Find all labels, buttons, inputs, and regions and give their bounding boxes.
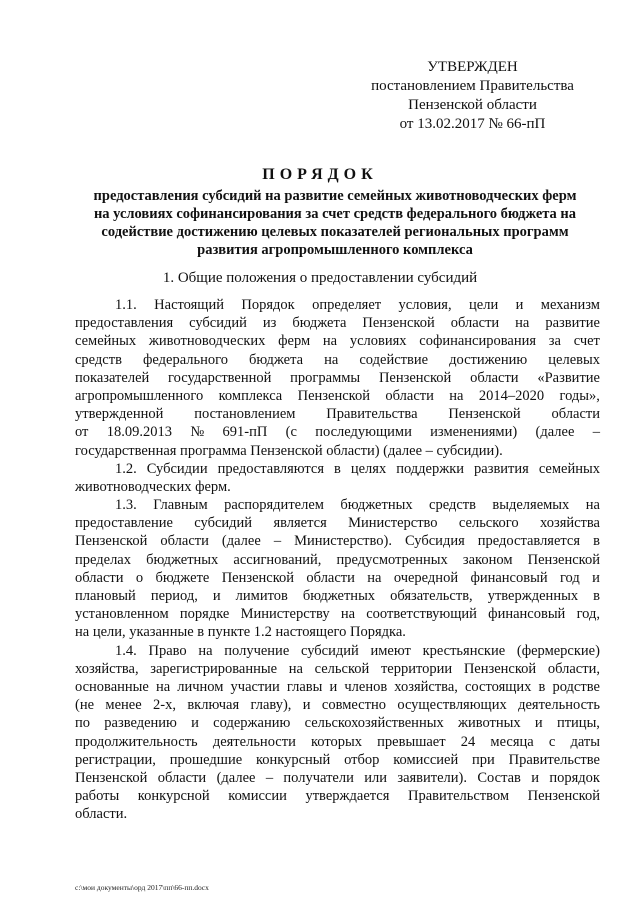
word: месяца — [490, 733, 534, 750]
word: является — [273, 515, 327, 532]
word: продолжительность — [75, 733, 198, 750]
text-line — [75, 569, 600, 587]
word: порядок — [549, 769, 600, 786]
word: на — [449, 387, 464, 404]
word: условия, — [398, 297, 452, 313]
word: бюджета — [249, 351, 304, 368]
word: развитие — [545, 315, 600, 332]
word: Состав — [477, 769, 521, 786]
word: области — [306, 569, 355, 586]
word: условиях — [349, 333, 407, 350]
word: бюджете — [155, 569, 210, 586]
word: государственной — [168, 369, 272, 386]
text-line — [75, 478, 600, 496]
word: предоставляется — [477, 533, 581, 550]
word: (далее — [221, 533, 261, 550]
word: области — [385, 387, 434, 404]
word: на — [155, 678, 171, 695]
word: (далее — [216, 769, 256, 786]
word: которых — [311, 733, 363, 750]
word: на — [367, 569, 382, 586]
word: комиссией — [393, 751, 459, 768]
word: Пензенской — [362, 315, 435, 332]
word: 1.3. — [115, 497, 137, 514]
word: содействие — [359, 351, 429, 368]
word: области — [551, 406, 600, 423]
word: менее — [105, 697, 142, 714]
word: предоставляются — [217, 460, 325, 477]
text-line — [75, 587, 600, 605]
text-line — [75, 769, 600, 787]
text-line — [75, 460, 600, 478]
word: о — [135, 569, 144, 586]
document-subtitle — [70, 187, 600, 259]
word: Пензенской — [527, 551, 600, 568]
word: заявители). — [397, 769, 468, 786]
word: области — [75, 569, 124, 586]
paragraph — [75, 496, 600, 642]
word: – — [273, 533, 282, 550]
word: средств — [75, 351, 122, 368]
word: области — [470, 369, 519, 386]
word: последующими — [315, 424, 412, 441]
approval-stamp — [355, 58, 590, 134]
word: с — [548, 733, 556, 750]
word: агропромышленного — [75, 387, 204, 404]
word: период, — [150, 588, 198, 604]
word: хозяйства, — [394, 678, 458, 695]
word: и — [534, 715, 543, 732]
word: главы — [286, 678, 323, 695]
word: изменениями) — [430, 424, 518, 441]
word: или — [364, 769, 387, 786]
word: законом — [462, 551, 513, 568]
word: пределах — [75, 551, 131, 568]
paragraph — [75, 460, 600, 496]
text-line — [75, 405, 600, 423]
file-path-footer: c:\мои документы\орд 2017\пп\66-пп.docx — [75, 883, 209, 892]
text-line — [75, 787, 600, 805]
text-line — [75, 442, 600, 460]
word: птицы, — [556, 715, 600, 732]
word: субсидий — [300, 642, 359, 659]
word: 18.09.2013 — [106, 424, 172, 441]
word: обязательств, — [390, 588, 473, 604]
word: и — [212, 588, 221, 604]
word: осуществляющих — [397, 697, 507, 714]
word: государственная программа Пензенской области) (далее – субсидии). — [75, 442, 503, 459]
word: предоставление — [75, 515, 173, 532]
word: сельской — [314, 660, 370, 677]
word: даты — [570, 733, 600, 750]
word: Субсидии — [146, 460, 208, 477]
word: финансовый — [488, 606, 566, 623]
word: деятельности — [212, 733, 296, 750]
word: (с — [285, 424, 297, 441]
word: в — [538, 678, 546, 695]
word: родстве — [552, 678, 600, 695]
word: 1.1. — [115, 297, 137, 313]
word: комиссии — [228, 788, 287, 805]
word: Министерство — [348, 515, 438, 532]
word: цели — [469, 297, 499, 313]
word: годы», — [559, 387, 600, 404]
word: соответствующий — [366, 606, 477, 623]
word: семейных — [538, 460, 600, 477]
word: работы — [75, 788, 120, 805]
subtitle-line: предоставления субсидий на развитие семейных животноводческих ферм — [93, 188, 577, 204]
word: № — [190, 424, 205, 441]
word: в — [593, 533, 600, 550]
word: плановый — [75, 588, 136, 604]
word: на — [322, 333, 338, 350]
paragraph — [75, 642, 600, 824]
word: постановлением — [194, 406, 296, 423]
word: Пензенской — [221, 569, 295, 586]
word: поддержки — [396, 460, 465, 477]
text-line — [75, 551, 600, 569]
word: Правительства — [326, 406, 418, 423]
word: области, — [547, 660, 600, 677]
word: Пензенской — [75, 769, 148, 786]
subtitle-line: содействие достижению целевых показателей региональных программ — [101, 224, 569, 240]
word: животноводческих — [148, 333, 266, 350]
word: Министерство). — [294, 533, 392, 550]
word: животноводческих ферм. — [75, 478, 231, 495]
word: и — [531, 769, 540, 786]
word: утверждается — [305, 788, 390, 805]
word: Пензенской — [378, 369, 452, 386]
text-line — [75, 623, 600, 641]
word: 1.2. — [115, 460, 137, 477]
text-line — [75, 605, 600, 623]
word: 2-х, — [153, 697, 176, 714]
word: на — [288, 660, 303, 677]
text-line — [75, 714, 600, 732]
word: 691-пП — [222, 424, 268, 441]
word: имеют — [370, 642, 411, 659]
word: и — [592, 569, 600, 586]
word: предоставления — [75, 315, 174, 332]
approval-date-number: от 13.02.2017 № 66-пП — [399, 116, 546, 132]
word: на — [515, 315, 530, 332]
word: основанные — [75, 678, 149, 695]
word: год, — [576, 606, 600, 623]
text-line — [75, 678, 600, 696]
text-line — [75, 369, 600, 387]
word: в — [334, 460, 341, 477]
word: определяет — [312, 297, 382, 313]
word: Пензенской — [463, 660, 537, 677]
word: конкурсный — [255, 751, 331, 768]
word: хозяйства, — [75, 660, 139, 677]
word: и — [515, 297, 524, 313]
word: и — [329, 678, 338, 695]
word: – — [592, 424, 600, 441]
word: 2014–2020 — [478, 387, 545, 404]
text-line — [75, 423, 600, 441]
approval-by: постановлением Правительства — [371, 78, 574, 94]
word: ферм — [278, 333, 311, 350]
word: целях — [350, 460, 387, 477]
word: хозяйства — [540, 515, 600, 532]
word: целевых — [548, 351, 600, 368]
text-line — [75, 660, 600, 678]
word: Субсидия — [405, 533, 465, 550]
word: утвержденной — [75, 406, 164, 423]
word: совместно — [321, 697, 386, 714]
word: (не — [75, 697, 95, 714]
word: деятельность — [518, 697, 600, 714]
word: Пензенской — [527, 788, 600, 805]
word: области. — [75, 806, 128, 823]
word: и — [302, 697, 311, 714]
word: Главным — [153, 497, 208, 514]
word: Министерству — [240, 606, 330, 623]
word: Настоящий — [154, 297, 224, 313]
word: (далее — [535, 424, 575, 441]
word: из — [262, 315, 277, 332]
text-line — [75, 532, 600, 550]
word: субсидий — [194, 515, 253, 532]
word: распорядителем — [224, 497, 324, 514]
word: за — [548, 333, 561, 350]
approval-region: Пензенской области — [408, 97, 537, 113]
word: в — [593, 588, 600, 604]
word: и — [191, 715, 199, 732]
word: сельскохозяйственных — [304, 715, 444, 732]
word: показателей — [75, 369, 150, 386]
word: включая — [187, 697, 240, 714]
text-line — [75, 351, 600, 369]
word: предусмотренных — [336, 551, 448, 568]
text-line — [75, 696, 600, 714]
word: прошедшие — [169, 751, 243, 768]
approval-word: УТВЕРЖДЕН — [427, 59, 518, 75]
word: участии — [230, 678, 280, 695]
word: бюджетных — [340, 497, 413, 514]
word: Правительстве — [508, 751, 600, 768]
text-line — [75, 733, 600, 751]
word: комплекса — [218, 387, 283, 404]
word: на — [585, 497, 600, 514]
word: по — [75, 715, 91, 732]
word: Пензенской — [297, 387, 370, 404]
word: 24 — [460, 733, 476, 750]
word: порядке — [179, 606, 230, 623]
text-line — [75, 314, 600, 332]
text-line — [75, 642, 600, 660]
word: софинансирования — [419, 333, 537, 350]
word: выделяемых — [492, 497, 570, 514]
paragraph — [75, 296, 600, 460]
document-body — [75, 296, 600, 823]
text-line — [75, 805, 600, 823]
word: «Развитие — [537, 369, 600, 386]
word: регистрации, — [75, 751, 156, 768]
word: членов — [344, 678, 388, 695]
word: от — [75, 424, 89, 441]
word: бюджета — [292, 315, 347, 332]
word: Пензенской — [75, 533, 148, 550]
word: Порядок — [241, 297, 295, 313]
word: Пензенской — [448, 406, 521, 423]
text-line — [75, 387, 600, 405]
subtitle-line: развития агропромышленного комплекса — [197, 242, 473, 258]
word: ассигнований, — [233, 551, 322, 568]
word: на — [324, 351, 339, 368]
word: на цели, указанные в пункте 1.2 настоящего Порядка. — [75, 624, 406, 641]
word: утвержденных — [487, 588, 579, 604]
word: механизм — [540, 297, 600, 313]
section-heading: 1. Общие положения о предоставлении субсидий — [162, 270, 478, 286]
word: области — [450, 315, 500, 332]
text-line — [75, 296, 600, 314]
word: федерального — [142, 351, 228, 368]
word: зарегистрированные — [150, 660, 278, 677]
word: получатели — [283, 769, 354, 786]
word: конкурсной — [137, 788, 210, 805]
word: счет — [573, 333, 600, 350]
word: на — [198, 642, 213, 659]
text-line — [75, 751, 600, 769]
word: территории — [380, 660, 453, 677]
word: содержанию — [213, 715, 291, 732]
text-line — [75, 496, 600, 514]
word: состоящих — [464, 678, 532, 695]
word: достижению — [449, 351, 528, 368]
word: развития — [474, 460, 529, 477]
word: финансовый — [470, 569, 548, 586]
word: Правительством — [407, 788, 510, 805]
text-line — [75, 332, 600, 350]
word: области — [157, 769, 207, 786]
word: при — [472, 751, 495, 768]
word: на — [340, 606, 356, 623]
word: отбор — [344, 751, 380, 768]
word: средств — [429, 497, 476, 514]
text-line — [75, 514, 600, 532]
word: семейных — [75, 333, 137, 350]
word: лимитов — [235, 588, 288, 604]
word: (фермерские) — [516, 642, 600, 659]
word: Право — [148, 642, 187, 659]
word: программы — [290, 369, 361, 386]
word: крестьянские — [422, 642, 506, 659]
word: год — [559, 569, 580, 586]
word: субсидий — [189, 315, 247, 332]
word: установленном — [75, 606, 169, 623]
word: превышает — [377, 733, 446, 750]
word: сельского — [458, 515, 519, 532]
word: получение — [224, 642, 290, 659]
word: бюджетных — [146, 551, 219, 568]
word: области — [160, 533, 209, 550]
word: 1.4. — [115, 642, 137, 659]
word: разведению — [104, 715, 177, 732]
word: главу), — [250, 697, 292, 714]
word: очередной — [393, 569, 459, 586]
document-title: ПОРЯДОК — [262, 166, 378, 183]
word: – — [265, 769, 274, 786]
word: личном — [177, 678, 224, 695]
word: бюджетных — [302, 588, 376, 604]
word: животных — [457, 715, 521, 732]
subtitle-line: на условиях софинансирования за счет средств федерального бюджета на — [93, 206, 577, 222]
